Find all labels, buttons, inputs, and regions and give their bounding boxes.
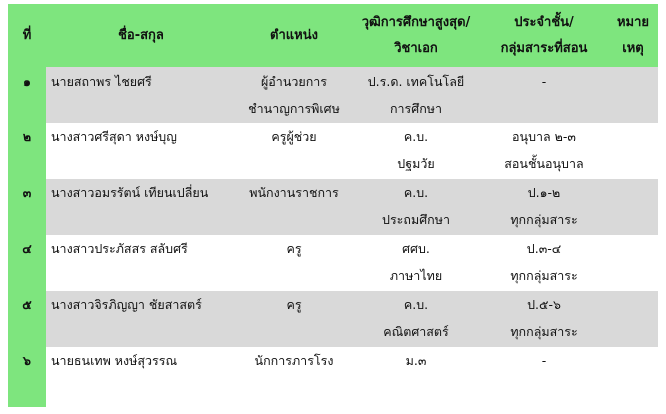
education-line: ภาษาไทย: [389, 268, 443, 283]
education-cell: [352, 347, 480, 407]
name-cell: [46, 123, 236, 179]
class-line: ป.๓-๔: [526, 241, 562, 256]
class-line: -: [541, 74, 547, 89]
row-number: ๖: [23, 353, 31, 368]
position-line: ผู้อำนวยการ: [260, 74, 328, 89]
staff-table: [8, 4, 658, 407]
position-cell: [236, 235, 352, 291]
table-row: [8, 235, 658, 291]
person-name: นางสาวประภัสสร สลับศรี: [51, 241, 188, 256]
position-cell: [236, 291, 352, 347]
row-number-cell: [8, 347, 46, 407]
education-line: ค.บ.: [403, 185, 429, 200]
position-cell: [236, 67, 352, 123]
position-line: นักการภารโรง: [254, 353, 334, 368]
class-line: ทุกกลุ่มสาระ: [510, 212, 578, 227]
table-row: [8, 123, 658, 179]
person-name: นางสาวศรีสุดา หงษ์บุญ: [51, 129, 177, 144]
person-name: นายสถาพร ไชยศรี: [51, 74, 152, 89]
class-cell: [480, 291, 608, 347]
education-line: คณิตศาสตร์: [383, 324, 449, 339]
table-row: [8, 67, 658, 123]
name-cell: [46, 347, 236, 407]
person-name: นางสาวจิรภิญญา ชัยสาสตร์: [51, 297, 202, 312]
row-number-cell: [8, 291, 46, 347]
header-row: [8, 4, 658, 67]
row-number-cell: [8, 123, 46, 179]
class-line: ป.๑-๒: [527, 185, 561, 200]
row-number-cell: [8, 67, 46, 123]
staff-table-container: [8, 4, 658, 407]
row-number: ๓: [22, 185, 32, 200]
row-number: ๔: [22, 241, 32, 256]
position-line: ชำนาญการพิเศษ: [248, 101, 340, 116]
header-no-label: ที่: [22, 27, 32, 43]
position-line: พนักงานราชการ: [249, 185, 339, 200]
header-class-line2: กลุ่มสาระที่สอน: [500, 40, 588, 56]
person-name: นายธนเทพ หงษ์สุวรรณ: [51, 353, 178, 368]
education-line: ปฐมวัย: [397, 156, 435, 171]
table-body: [8, 67, 658, 407]
name-cell: [46, 235, 236, 291]
note-cell: [608, 123, 658, 179]
header-education-line2: วิชาเอก: [394, 40, 438, 56]
education-cell: [352, 123, 480, 179]
header-name: [46, 4, 236, 67]
name-cell: [46, 291, 236, 347]
position-line: ครูผู้ช่วย: [271, 129, 317, 144]
table-row: [8, 179, 658, 235]
class-cell: [480, 179, 608, 235]
row-number: ๒: [22, 129, 32, 144]
name-cell: [46, 67, 236, 123]
education-line: ป.ร.ด. เทคโนโลยี: [367, 74, 465, 89]
class-line: ทุกกลุ่มสาระ: [510, 268, 578, 283]
position-cell: [236, 347, 352, 407]
education-line: ค.บ.: [403, 129, 429, 144]
position-line: ครู: [286, 241, 302, 256]
table-row: [8, 347, 658, 407]
table-row: [8, 291, 658, 347]
note-cell: [608, 291, 658, 347]
note-cell: [608, 235, 658, 291]
note-cell: [608, 179, 658, 235]
class-cell: [480, 123, 608, 179]
row-number: ๕: [22, 297, 32, 312]
class-cell: [480, 235, 608, 291]
header-education-line1: วุฒิการศึกษาสูงสุด/: [361, 14, 471, 30]
person-name: นางสาวอมรรัตน์ เทียนเปลี่ยน: [51, 185, 209, 200]
education-line: ประถมศึกษา: [382, 212, 450, 227]
education-line: การศึกษา: [389, 101, 443, 116]
education-line: ค.บ.: [403, 297, 429, 312]
header-class: [480, 4, 608, 67]
education-cell: [352, 179, 480, 235]
class-line: สอนชั้นอนุบาล: [504, 156, 584, 171]
class-line: อนุบาล ๒-๓: [512, 129, 576, 144]
education-cell: [352, 67, 480, 123]
class-cell: [480, 347, 608, 407]
header-note-line2: เหตุ: [622, 40, 644, 56]
position-cell: [236, 123, 352, 179]
header-class-line1: ประจำชั้น/: [514, 14, 574, 30]
class-line: -: [541, 353, 547, 368]
class-cell: [480, 67, 608, 123]
row-number: ๑: [23, 74, 31, 89]
header-no: [8, 4, 46, 67]
class-line: ทุกกลุ่มสาระ: [510, 324, 578, 339]
position-line: ครู: [286, 297, 302, 312]
education-cell: [352, 291, 480, 347]
header-education: [352, 4, 480, 67]
class-line: ป.๕-๖: [527, 297, 561, 312]
header-name-label: ชื่อ-สกุล: [118, 27, 164, 43]
name-cell: [46, 179, 236, 235]
education-line: ศศบ.: [402, 241, 430, 256]
row-number-cell: [8, 235, 46, 291]
header-position: [236, 4, 352, 67]
position-cell: [236, 179, 352, 235]
education-line: ม.๓: [405, 353, 427, 368]
row-number-cell: [8, 179, 46, 235]
education-cell: [352, 235, 480, 291]
header-note: [608, 4, 658, 67]
note-cell: [608, 347, 658, 407]
header-position-label: ตำแหน่ง: [270, 27, 318, 43]
header-note-line1: หมาย: [616, 14, 650, 30]
note-cell: [608, 67, 658, 123]
